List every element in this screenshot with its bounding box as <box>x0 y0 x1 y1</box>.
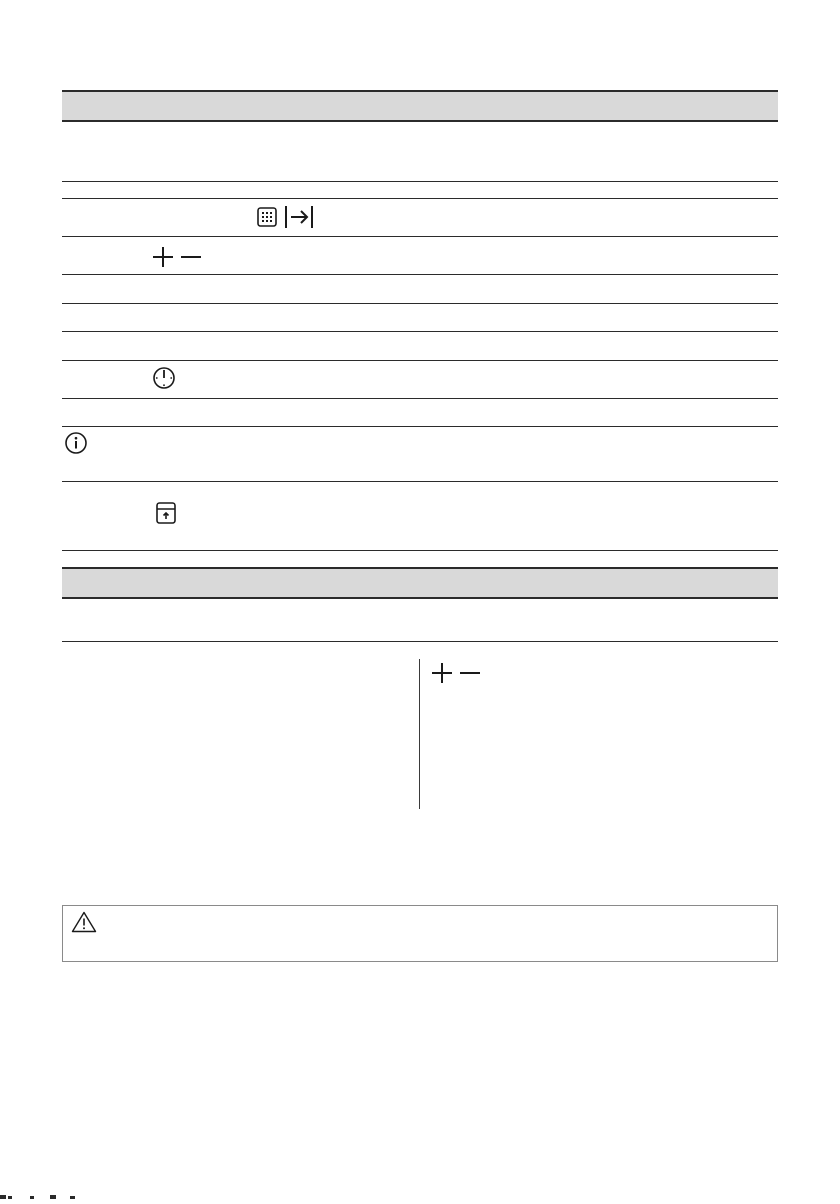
minus-icon <box>459 662 481 684</box>
table2-row-divider <box>62 641 778 642</box>
clock-icon <box>152 366 176 390</box>
table1-row-divider <box>62 426 778 427</box>
table2-header <box>62 568 778 598</box>
door-lock-icon <box>156 502 176 524</box>
program-grid-icon <box>257 207 277 227</box>
table2-column-divider <box>419 659 420 809</box>
skip-forward-icon <box>284 205 314 229</box>
table1-row-divider <box>62 181 778 182</box>
table1-row-divider <box>62 331 778 332</box>
table1-row-divider <box>62 481 778 482</box>
table1-row-divider <box>62 274 778 275</box>
warning-box <box>62 905 778 962</box>
table1-row-divider <box>62 360 778 361</box>
table1-header-bottom-rule <box>62 120 778 122</box>
plus-icon <box>152 246 174 268</box>
table2-header-bottom-rule <box>62 597 778 599</box>
page-bottom-edge <box>0 1186 90 1192</box>
minus-icon <box>180 246 202 268</box>
table1-header-top-rule <box>62 90 778 92</box>
table1-row-divider <box>62 303 778 304</box>
table1-row-divider <box>62 198 778 199</box>
table1-bottom-rule <box>62 550 778 551</box>
table1-header <box>62 91 778 121</box>
warning-triangle-icon <box>71 911 97 933</box>
table1-row-divider <box>62 398 778 399</box>
plus-icon <box>431 662 453 684</box>
table2-header-top-rule <box>62 567 778 569</box>
info-icon <box>64 431 88 455</box>
table1-row-divider <box>62 236 778 237</box>
